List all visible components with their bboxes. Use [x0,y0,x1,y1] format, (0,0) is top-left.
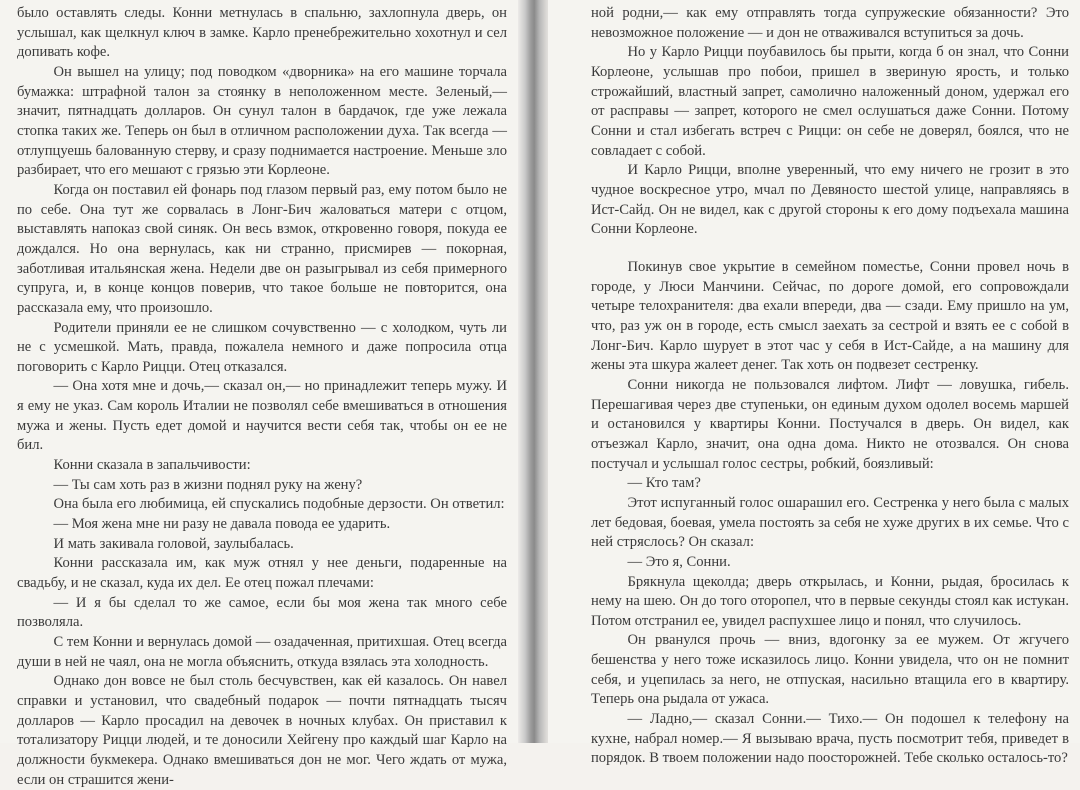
paragraph: Он вышел на улицу; под поводком «дворника» на его машине торчала бумажка: штрафной талон за стоянку в неположенном месте. Зеленый,— значит, пятнадцать долларов. Он сунул талон в бардачок, где уже лежала стопка таких же. Теперь он был в отличном расположении духа. Так всегда — отлупцуешь балованную стерву, и сразу поднимается настроение. Меньше зло разбирает, что его мешают с грязью эти Корлеоне. [17,63,507,179]
paragraph: Но у Карло Рицци поубавилось бы прыти, когда б он знал, что Сонни Корлеоне, услышав про побои, пришел в звериную ярость, и только строжайший, властный запрет, самолично наложенный доном, удержал его от расправы — запрет, которого не смел ослушаться даже Сонни. Потому Сонни и стал избегать встреч с Рицци: он себе не доверял, боялся, что не совладает с собой. [591,44,1069,159]
paragraph: Покинув свое укрытие в семейном поместье, Сонни провел ночь в городе, у Люси Манчини. Сейчас, по дороге домой, его сопровождали четыре телохранителя: два ехали впереди, два — сзади. Ему пришло на ум, что, раз уж он в городе, есть смысл заехать за сестрой и взять ее с собой в Лонг-Бич. Карло шурует в этот час у себя в Ист-Сайде, а на машину для жены эта шкура жалеет денег. Так хоть он подвезет сестренку. [591,259,1069,374]
paragraph: Она была его любимица, ей спускались подобные дерзости. Он ответил: [53,496,505,513]
right-page-section-b [591,258,1069,769]
paragraph: — Ладно,— сказал Сонни.— Тихо.— Он подошел к телефону на кухне, набрал номер.— Я вызываю врача, пусть посмотрит тебя, приведет в порядок. В твоем положении надо поосторожней. Тебе сколько осталось-то? [591,711,1069,767]
paragraph: И мать закивала головой, заулыбалась. [53,535,294,552]
paragraph: — Она хотя мне и дочь,— сказал он,— но принадлежит теперь мужу. И я ему не указ. Сам король Италии не позволял себе вмешиваться в отношения мужа и жены. Пусть едет домой и научится вести себя так, чтобы он ее не бил. [17,378,507,454]
paragraph: И Карло Рицци, вполне уверенный, что ему ничего не грозит в это чудное воскресное утро, мчал по Девяносто шестой улице, направляясь в Ист-Сайд. Он не видел, как с другой стороны к его дому подъехала машина Сонни Корлеоне. [591,162,1069,238]
paragraph: Он рванулся прочь — вниз, вдогонку за ее мужем. От жгучего бешенства у него тоже исказилось лицо. Конни увидела, что он не помнит себя, и уцепилась за него, не отпуская, насильно втащила его в квартиру. Теперь она рыдала от ужаса. [591,632,1069,708]
left-page [0,0,522,788]
paragraph: Родители приняли ее не слишком сочувственно — с холодком, чуть ли не с усмешкой. Мать, правда, пожалела немного и даже попросила отца поговорить с Карло Рицци. Отец отказался. [17,319,507,375]
paragraph: Этот испуганный голос ошарашил его. Сестренка у него была с малых лет бедовая, боевая, умела постоять за себя не хуже других в их семье. Что с ней стряслось? Он сказал: [591,494,1069,551]
paragraph: — Это я, Сонни. [627,553,731,570]
paragraph: — Моя жена мне ни разу не давала повода ее ударить. [53,516,391,533]
paragraph: — Ты сам хоть раз в жизни поднял руку на жену? [53,476,363,493]
paragraph: Однако дон вовсе не был столь бесчувствен, как ей казалось. Он навел справки и установил, что свадебный подарок — почти пятнадцать тысяч долларов — Карло просадил на девочек в ночных клубах. Он приставил к тотализатору Рицци людей, и те доносили Хейгену про каждый шаг Карло на должности букмекера. Однако вмешиваться дон не мог. Чего ждать от мужа, если он страшится жени- [17,673,507,788]
paragraph: С тем Конни и вернулась домой — озадаченная, притихшая. Отец всегда души в ней не чаял, она не могла объяснить, откуда взялась эта холодность. [17,634,507,670]
paragraph: Конни сказала в запальчивости: [53,457,251,474]
right-page-section-a [591,4,1069,240]
paragraph: — И я бы сделал то же самое, если бы моя жена так много себе позволяла. [17,594,507,631]
left-page-text [17,4,507,790]
right-page [548,0,1080,767]
paragraph: Когда он поставил ей фонарь под глазом первый раз, ему потом было не по себе. Она тут же сорвалась в Лонг-Бич жаловаться матери с отцом, выставлять напоказ свой синяк. Он весь взмок, откровенно говоря, покуда ее дождался. Но она вернулась, как ни странно, присмирев — покорная, заботливая итальянская жена. Недели две он разыгрывал из себя примерного супруга, и, в конце концов поверив, что такое больше не повторится, она рассказала ему, что произошло. [17,181,507,316]
paragraph: ной родни,— как ему отправлять тогда супружеские обязанности? Это невозможное положение — и дон не отваживался вступиться за дочь. [591,5,1069,41]
paragraph: Брякнула щеколда; дверь открылась, и Конни, рыдая, бросилась к нему на шею. Он до того оторопел, что в первые секунды стоял как истукан. Потом отстранил ее, увидел распухшее лицо и понял, что случилось. [591,573,1069,629]
paragraph: Конни рассказала им, как муж отнял у нее деньги, подаренные на свадьбу, и не сказал, куда их дел. Ее отец пожал плечами: [17,555,507,592]
paragraph: — Кто там? [627,475,701,492]
paragraph: было оставлять следы. Конни метнулась в спальню, захлопнула дверь, он услышал, как щелкнул ключ в замке. Карло пренебрежительно хохотнул и сел допивать кофе. [17,5,507,61]
paragraph: Сонни никогда не пользовался лифтом. Лифт — ловушка, гибель. Перешагивая через две ступеньки, он единым духом одолел восемь маршей и остановился у квартиры Конни. Постучался в дверь. Он видел, как отъезжал Карло, значит, она одна дома. Никто не отозвался. Он снова постучал и услышал голос сестры, робкий, боязливый: [591,376,1069,472]
